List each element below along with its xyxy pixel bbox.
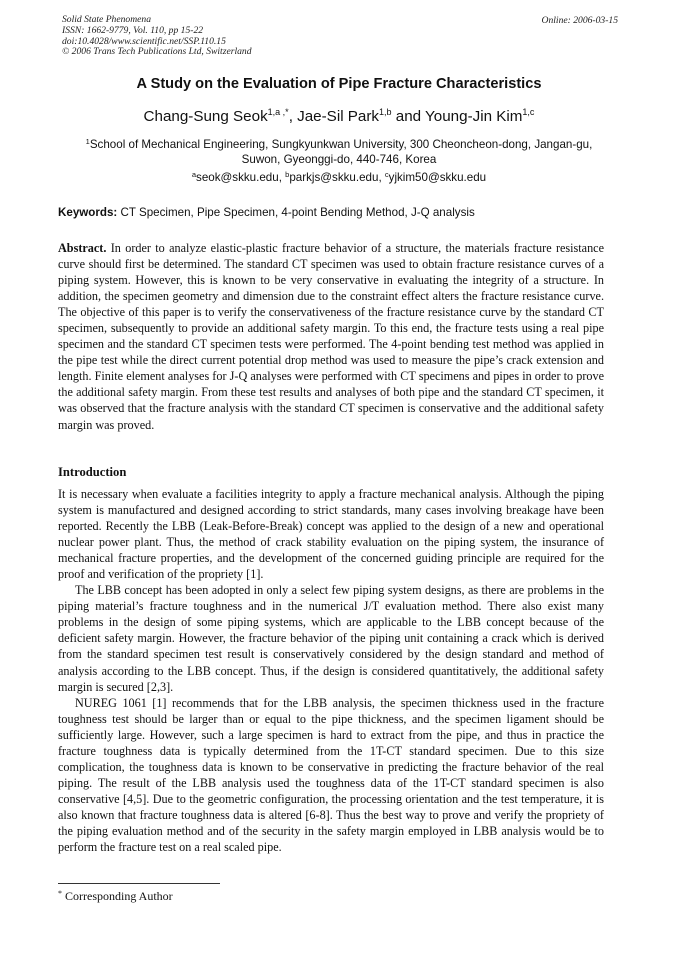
email-separator: ,: [278, 171, 286, 184]
online-date: Online: 2006-03-15: [541, 15, 618, 26]
email-superscript: c: [384, 170, 389, 179]
email-list: [40, 171, 638, 184]
author-name: Jae-Sil Park: [297, 108, 380, 125]
footnote-mark: *: [58, 889, 62, 898]
affiliation-line-1: School of Mechanical Engineering, Sungkyunkwan University, 300 Cheoncheon-dong, Jangan-gu,: [89, 138, 593, 151]
keywords: [58, 206, 620, 219]
footnote-text: Corresponding Author: [65, 889, 173, 903]
abstract-label: Abstract.: [58, 241, 107, 255]
abstract-text: In order to analyze elastic-plastic fracture behavior of a structure, the materials fracture resistance curve should first be determined. The standard CT specimen was used to obtain fracture resistance curves of a piping system. However, this is known to be very conservative in evaluating the integrity of a structure. In addition, the specimen geometry and dimension due to the constraint effect alters the fracture resistance curve. The objective of this paper is to verify the conservativeness of the fracture resistance curve by the standard CT specimen, subsequently to provide an additional safety margin. To this end, the fracture tests using a real pipe specimen and the standard CT specimen tests were performed. The 4-point bending test method was applied in the pipe test while the direct current potential drop method was used to measure the pipe’s crack extension and length. Finite element analyses for J-Q analyses were performed with CT specimens and pipes in order to prove the additional safety margin. From these test results and analyses of both pipe and the standard CT specimen, it was observed that the fracture analysis with the standard CT specimen is conservative and the additional safety margin was proved.: [58, 241, 604, 432]
issn-line: ISSN: 1662-9779, Vol. 110, pp 15-22: [62, 24, 204, 36]
paragraph: It is necessary when evaluate a facilities integrity to apply a fracture mechanical analysis. Although the piping system is manufactured and designed according to strict standards, many cases involving breakage have been reported. Recently the LBB (Leak-Before-Break) concept was applied to the design of a new and operational nuclear power plant. Thus, the method of crack stability evaluation on the piping system, the insurance of mechanical fracture properties, and the development of the concerned guiding principle are required for the proof and verification of the propriety [1].: [58, 487, 604, 582]
affiliation-superscript: 1: [85, 137, 90, 146]
author-superscript: 1,c: [522, 107, 535, 117]
journal-header: [62, 15, 252, 58]
introduction-body: [58, 486, 604, 855]
author-superscript: 1,b: [379, 107, 392, 117]
paragraph: NUREG 1061 [1] recommends that for the LBB analysis, the specimen thickness used in the fracture toughness test should be larger than or equal to the pipe thickness, and the specimen ligament should be sufficiently large. However, such a large specimen is hard to extract from the pipe, and thus in practice the fracture toughness data is typically determined from the 1T-CT standard specimen. Due to this size complication, the toughness data is known to be conservative in predicting the fracture behavior of the real piping. The result of the LBB analysis used the toughness data of the 1T-CT standard specimen is also conservative [4,5]. Due to the geometric configuration, the processing orientation and the test temperature, it is also known that fracture toughness data is altered [6-8]. Thus the best way to prove and verify the propriety of the piping evaluation method and of the security in the safety margin employed in LBB analysis would be to perform the fracture test on a real scaled pipe.: [58, 695, 604, 855]
author-separator: and: [391, 108, 426, 125]
email-superscript: b: [285, 170, 290, 179]
keywords-text: CT Specimen, Pipe Specimen, 4-point Bending Method, J-Q analysis: [120, 206, 475, 219]
affiliation-line-2: Suwon, Gyeonggi-do, 440-746, Korea: [241, 153, 437, 166]
copyright-line: © 2006 Trans Tech Publications Ltd, Switzerland: [62, 46, 252, 58]
author-name: Young-Jin Kim: [425, 108, 523, 125]
footnote: [58, 889, 173, 904]
journal-name: Solid State Phenomena: [62, 14, 151, 25]
email-address[interactable]: yjkim50@skku.edu: [388, 171, 487, 184]
introduction-heading: Introduction: [58, 465, 127, 479]
footnote-divider: [58, 883, 220, 884]
author-separator: ,: [288, 108, 298, 125]
email-separator: ,: [378, 171, 385, 184]
keywords-label: Keywords:: [58, 206, 118, 219]
paragraph: The LBB concept has been adopted in only a select few piping system designs, as there are problems in the piping material’s fracture toughness and in the numerical J/T evaluation method. There also exist many problems in the design of some piping systems, which are applicable to the LBB concept because of the deficient safety margin. However, the fracture behavior of the piping unit containing a crack which is derived from the standard specimen test result is conservatively considered by the design standard and method of analysis according to the LBB concept. Thus, if the design is considered quantitatively, the additional safety margin is secured [2,3].: [58, 583, 604, 694]
email-address[interactable]: parkjs@skku.edu: [289, 171, 379, 184]
paper-title: A Study on the Evaluation of Pipe Fracture Characteristics: [136, 76, 542, 92]
affiliation: [58, 137, 620, 167]
email-address[interactable]: seok@skku.edu: [196, 171, 279, 184]
abstract: [58, 240, 604, 433]
author-list: [40, 108, 638, 125]
doi-line: doi:10.4028/www.scientific.net/SSP.110.15: [62, 35, 226, 47]
author-superscript: 1,a ,*: [267, 107, 289, 117]
author-name: Chang-Sung Seok: [143, 108, 268, 125]
email-superscript: a: [191, 170, 197, 179]
